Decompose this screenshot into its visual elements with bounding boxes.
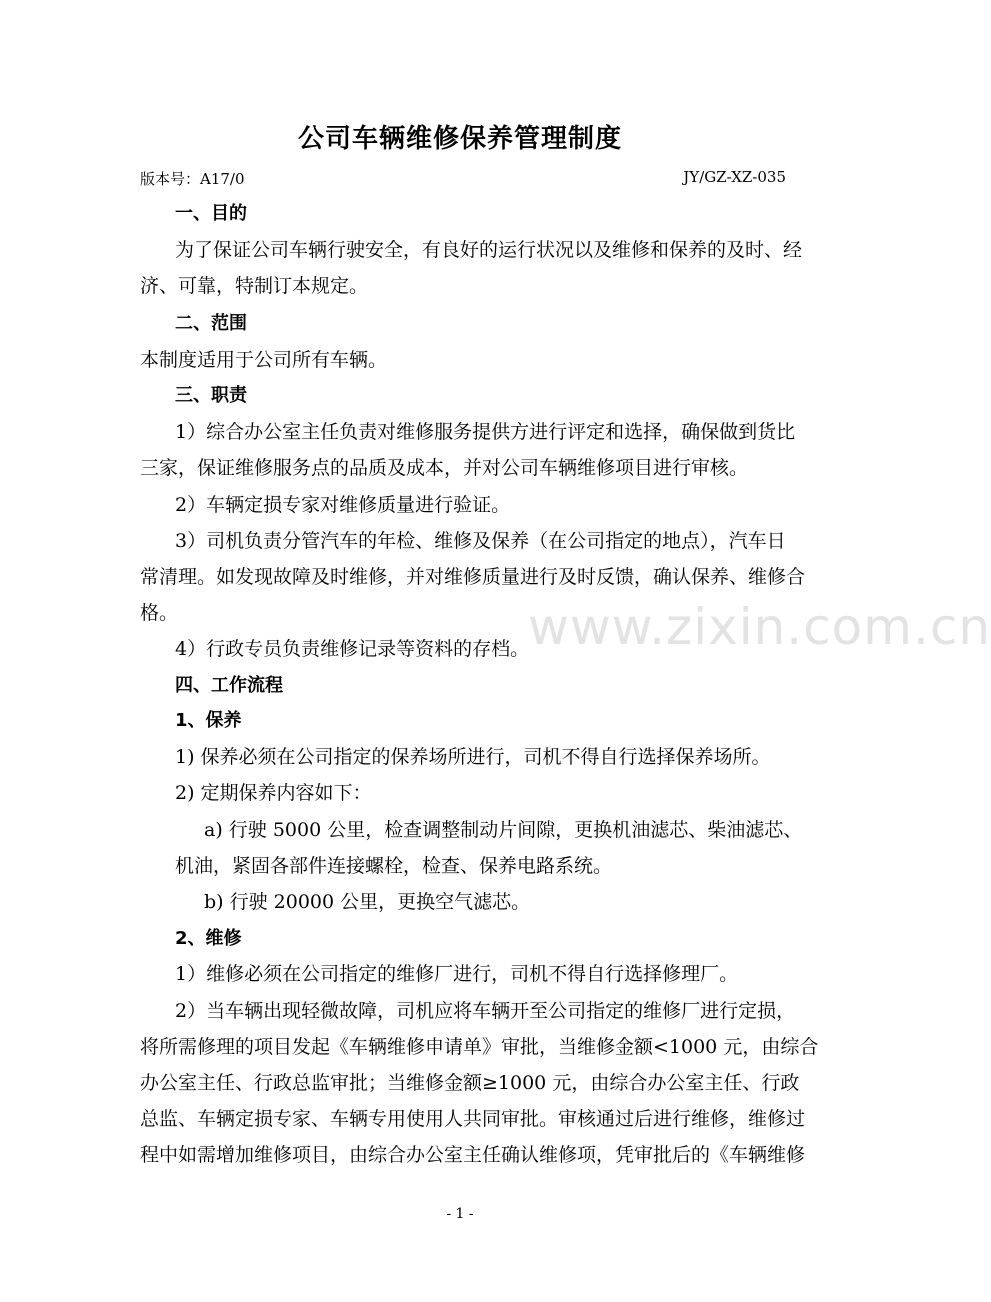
paragraph-line: 总监、车辆定损专家、车辆专用使用人共同审批。审核通过后进行维修，维修过 — [140, 1108, 806, 1130]
paragraph-line: 三家，保证维修服务点的品质及成本，并对公司车辆维修项目进行审核。 — [140, 457, 749, 479]
paragraph-line: 1）综合办公室主任负责对维修服务提供方进行评定和选择，确保做到货比 — [175, 421, 796, 443]
section-heading-purpose: 一、目的 — [175, 203, 247, 224]
paragraph-line: 将所需修理的项目发起《车辆维修申请单》审批，当维修金额<1000 元，由综合 — [140, 1036, 819, 1058]
subsection-heading-repair: 2、维修 — [175, 928, 242, 949]
paragraph-line: 办公室主任、行政总监审批；当维修金额≥1000 元，由综合办公室主任、行政 — [140, 1072, 800, 1094]
document-title: 公司车辆维修保养管理制度 — [297, 124, 622, 154]
paragraph-line: 4）行政专员负责维修记录等资料的存档。 — [175, 638, 530, 660]
paragraph-line: 本制度适用于公司所有车辆。 — [140, 349, 388, 371]
version-number: 版本号：A17/0 — [140, 170, 245, 188]
section-heading-scope: 二、范围 — [175, 313, 247, 334]
list-item: 1) 保养必须在公司指定的保养场所进行，司机不得自行选择保养场所。 — [175, 746, 771, 768]
page-number: - 1 - — [446, 1206, 474, 1222]
watermark: www.zixin.com.cn — [528, 598, 991, 656]
paragraph-line: 2）当车辆出现轻微故障，司机应将车辆开至公司指定的维修厂进行定损， — [175, 1000, 796, 1022]
paragraph-line: 程中如需增加维修项目，由综合办公室主任确认维修项，凭审批后的《车辆维修 — [140, 1144, 806, 1166]
section-heading-responsibilities: 三、职责 — [175, 385, 247, 406]
paragraph-line: 为了保证公司车辆行驶安全，有良好的运行状况以及维修和保养的及时、经 — [175, 239, 803, 261]
paragraph-line: 常清理。如发现故障及时维修，并对维修质量进行及时反馈，确认保养、维修合 — [140, 566, 806, 588]
paragraph-line: 1）维修必须在公司指定的维修厂进行，司机不得自行选择修理厂。 — [175, 963, 739, 985]
list-item: b) 行驶 20000 公里，更换空气滤芯。 — [204, 891, 531, 913]
paragraph-line: 2）车辆定损专家对维修质量进行验证。 — [175, 494, 511, 516]
paragraph-line: 格。 — [140, 602, 179, 624]
paragraph-line: 济、可靠，特制订本规定。 — [140, 275, 369, 297]
list-item: a) 行驶 5000 公里，检查调整制动片间隙，更换机油滤芯、柴油滤芯、 — [204, 819, 803, 841]
section-heading-workflow: 四、工作流程 — [175, 675, 283, 696]
document-code: JY/GZ-XZ-035 — [683, 168, 786, 186]
list-item: 2) 定期保养内容如下： — [175, 782, 372, 804]
subsection-heading-maintenance: 1、保养 — [175, 710, 242, 731]
paragraph-line: 机油，紧固各部件连接螺栓，检查、保养电路系统。 — [175, 855, 613, 877]
paragraph-line: 3）司机负责分管汽车的年检、维修及保养（在公司指定的地点），汽车日 — [175, 530, 786, 552]
